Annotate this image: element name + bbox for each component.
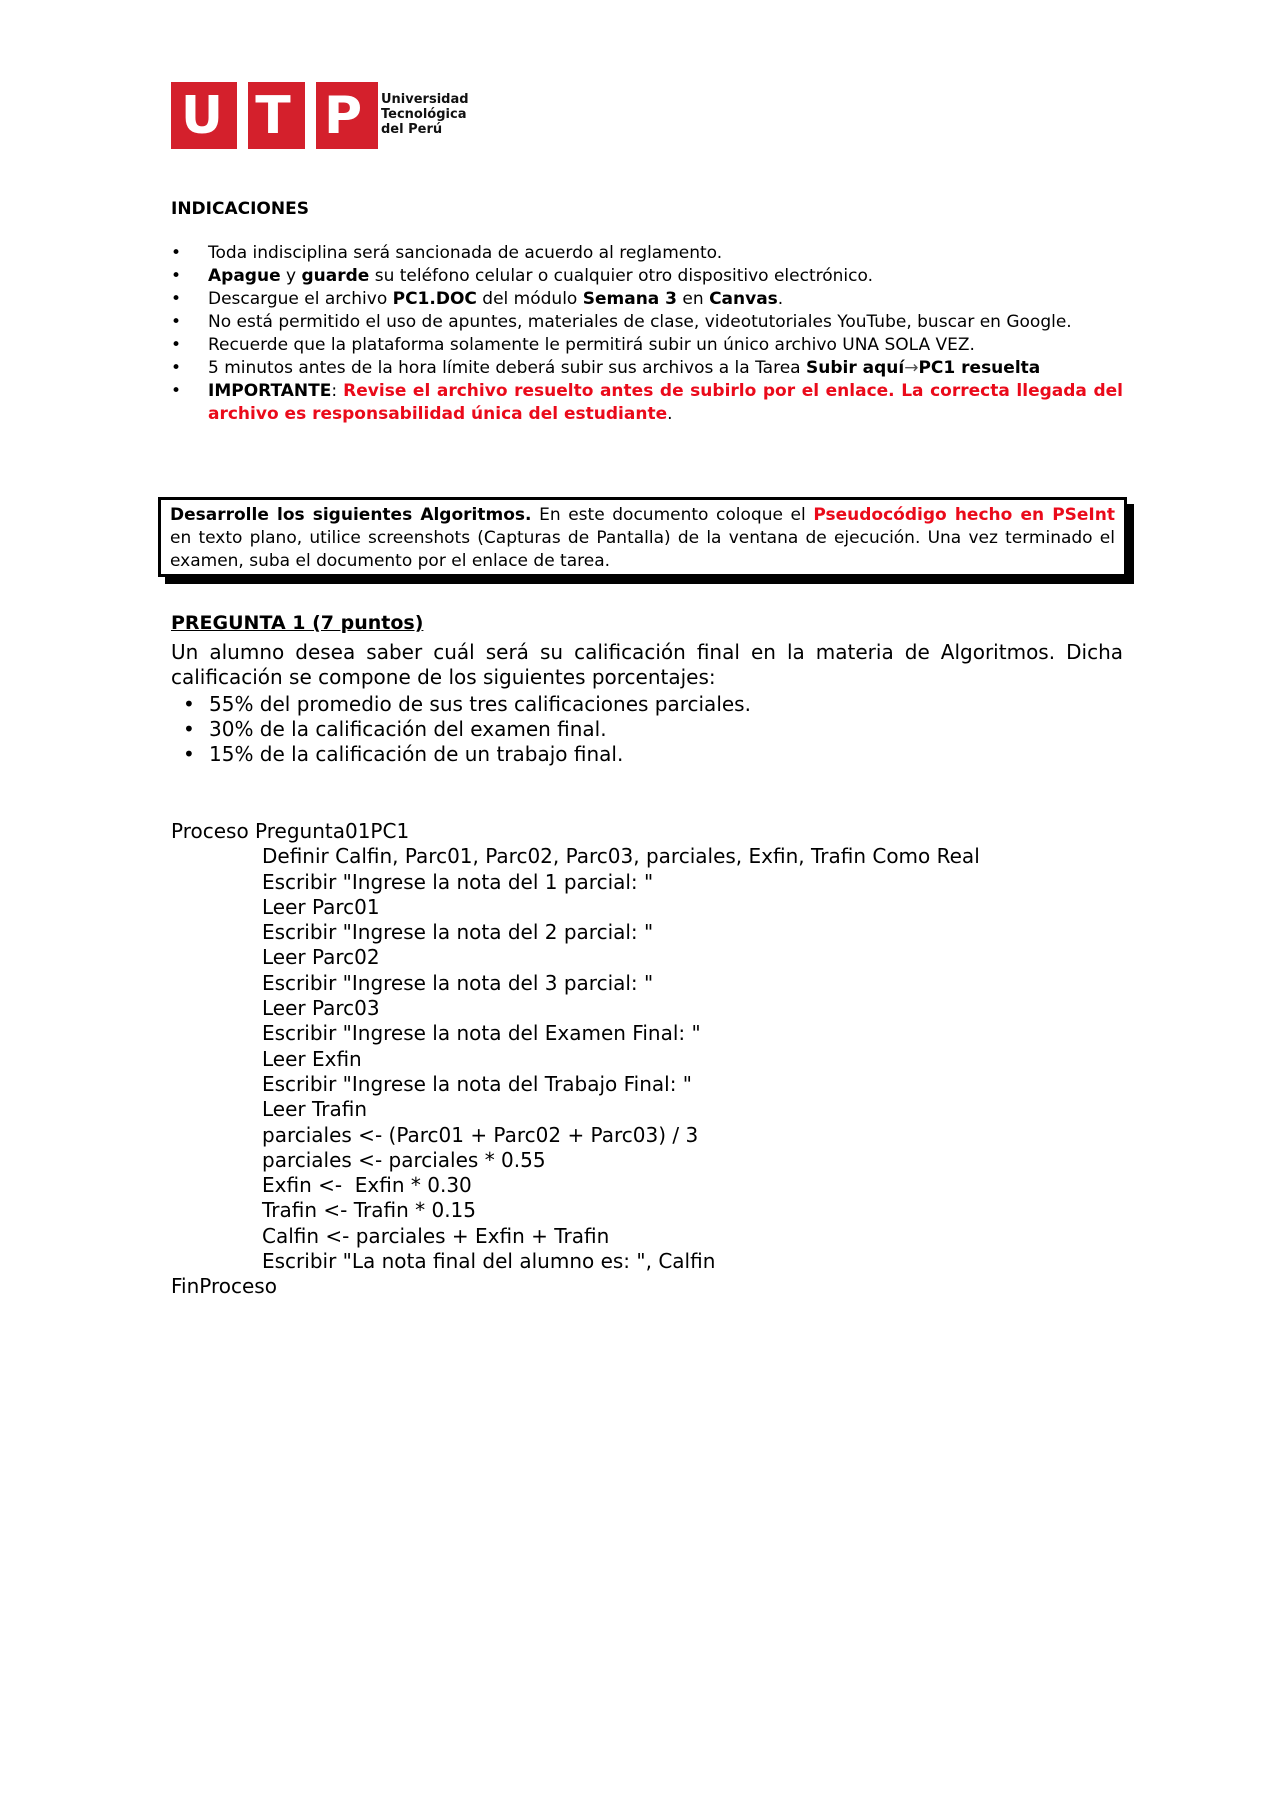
logo-letter-t: T — [255, 86, 291, 146]
code-line: Proceso Pregunta01PC1 — [171, 819, 410, 843]
highlight-text: Pseudocódigo hecho en PSeInt — [813, 505, 1115, 525]
code-line: Escribir "Ingrese la nota del Examen Final: " — [262, 1021, 701, 1046]
text-run: en — [677, 289, 710, 309]
bullet-icon: • — [183, 692, 195, 716]
bullet-icon: • — [171, 335, 182, 355]
bold-text: IMPORTANTE — [208, 381, 332, 401]
indicacion-item — [171, 265, 1123, 288]
code-line: Escribir "Ingrese la nota del 2 parcial: " — [262, 920, 654, 945]
code-line: parciales <- (Parc01 + Parc02 + Parc03) / 3 — [262, 1122, 699, 1147]
code-line: Calfin <- parciales + Exfin + Trafin — [262, 1223, 610, 1248]
pseudocode-block — [171, 819, 1123, 1300]
logo-separator — [305, 82, 316, 149]
logo-separator — [237, 82, 248, 149]
indicacion-item — [171, 357, 1123, 380]
indicacion-item — [171, 334, 1123, 357]
bullet-icon: • — [171, 289, 182, 309]
code-line: Leer Parc02 — [262, 945, 380, 970]
text-run: Descargue el archivo — [208, 289, 393, 309]
text-run: En este documento coloque el — [531, 505, 814, 525]
code-line: Leer Trafin — [262, 1097, 368, 1122]
instructions-box — [158, 497, 1127, 577]
code-line: Definir Calfin, Parc01, Parc02, Parc03, parciales, Exfin, Trafin Como Real — [262, 844, 980, 869]
text-run: su teléfono celular o cualquier otro dispositivo electrónico. — [369, 266, 873, 286]
logo-letter-u: U — [180, 86, 224, 146]
indicaciones-heading: INDICACIONES — [171, 199, 309, 219]
logo-caption-line: Tecnológica — [381, 107, 467, 122]
text-run: No está permitido el uso de apuntes, materiales de clase, videotutoriales YouTube, buscar en Google. — [208, 312, 1072, 332]
bold-text: Apague — [208, 266, 281, 286]
bold-text: PC1 resuelta — [918, 358, 1041, 378]
bold-text: PC1.DOC — [392, 289, 477, 309]
text-run: en texto plano, utilice screenshots (Capturas de Pantalla) de la ventana de ejecución. Una vez terminado el examen, suba el documento por el enlace de tarea. — [170, 528, 1115, 571]
percentage-text: 30% de la calificación del examen final. — [209, 717, 607, 741]
bullet-icon: • — [183, 742, 195, 766]
bullet-icon: • — [171, 266, 182, 286]
highlight-text: Revise el archivo resuelto antes de subirlo por el enlace. La correcta llegada del archivo es responsabilidad única del estudiante — [208, 381, 1123, 424]
logo-letter-p: P — [323, 86, 363, 146]
bullet-icon: • — [183, 717, 195, 741]
logo-caption — [381, 92, 501, 137]
indicaciones-list — [171, 242, 1123, 426]
question-text: Un alumno desea saber cuál será su calificación final en la materia de Algoritmos. Dicha calificación se compone de los siguientes porcentajes: — [171, 640, 1123, 689]
indicacion-item — [171, 380, 1123, 426]
percentage-text: 55% del promedio de sus tres calificaciones parciales. — [209, 692, 751, 716]
code-line: Escribir "Ingrese la nota del 1 parcial: " — [262, 869, 654, 894]
percentage-item — [171, 742, 1123, 767]
text-run: : — [331, 381, 344, 401]
code-line: parciales <- parciales * 0.55 — [262, 1147, 546, 1172]
bullet-icon: • — [171, 243, 182, 263]
bold-text: Canvas — [709, 289, 778, 309]
code-line: Escribir "La nota final del alumno es: ", Calfin — [262, 1249, 716, 1274]
bold-text: Subir aquí — [806, 358, 905, 378]
indicacion-item — [171, 242, 1123, 265]
text-run: Toda indisciplina será sancionada de acuerdo al reglamento. — [208, 243, 723, 263]
indicacion-item — [171, 288, 1123, 311]
code-line: Escribir "Ingrese la nota del Trabajo Final: " — [262, 1071, 692, 1096]
code-line: Leer Parc01 — [262, 894, 380, 919]
indicacion-item — [171, 311, 1123, 334]
code-line: Escribir "Ingrese la nota del 3 parcial: " — [262, 970, 654, 995]
code-line: Leer Exfin — [262, 1046, 362, 1071]
bold-text: guarde — [301, 266, 370, 286]
text-run: y — [280, 266, 302, 286]
question-title: PREGUNTA 1 (7 puntos) — [171, 612, 424, 634]
arrow-icon: → — [904, 358, 919, 378]
percentage-text: 15% de la calificación de un trabajo final. — [209, 742, 624, 766]
text-run: . — [777, 289, 784, 309]
bullet-icon: • — [171, 381, 182, 401]
text-run: . — [667, 404, 673, 424]
code-line: Trafin <- Trafin * 0.15 — [262, 1198, 476, 1223]
bullet-icon: • — [171, 312, 182, 332]
text-run: del módulo — [476, 289, 583, 309]
question-list — [171, 692, 1123, 767]
bullet-icon: • — [171, 358, 182, 378]
logo-mark — [171, 82, 378, 149]
text-run: Recuerde que la plataforma solamente le permitirá subir un único archivo UNA SOLA VEZ. — [208, 335, 975, 355]
logo-caption-line: del Perú — [381, 122, 443, 137]
utp-logo — [171, 82, 469, 149]
code-line: FinProceso — [171, 1274, 277, 1299]
code-line: Exfin <- Exfin * 0.30 — [262, 1173, 472, 1198]
percentage-item — [171, 717, 1123, 742]
bold-text: Desarrolle los siguientes Algoritmos. — [170, 505, 532, 525]
bold-text: Semana 3 — [582, 289, 678, 309]
logo-caption-line: Universidad — [381, 92, 469, 107]
code-line: Leer Parc03 — [262, 996, 380, 1021]
text-run: 5 minutos antes de la hora límite deberá subir sus archivos a la Tarea — [208, 358, 806, 378]
percentage-item — [171, 692, 1123, 717]
